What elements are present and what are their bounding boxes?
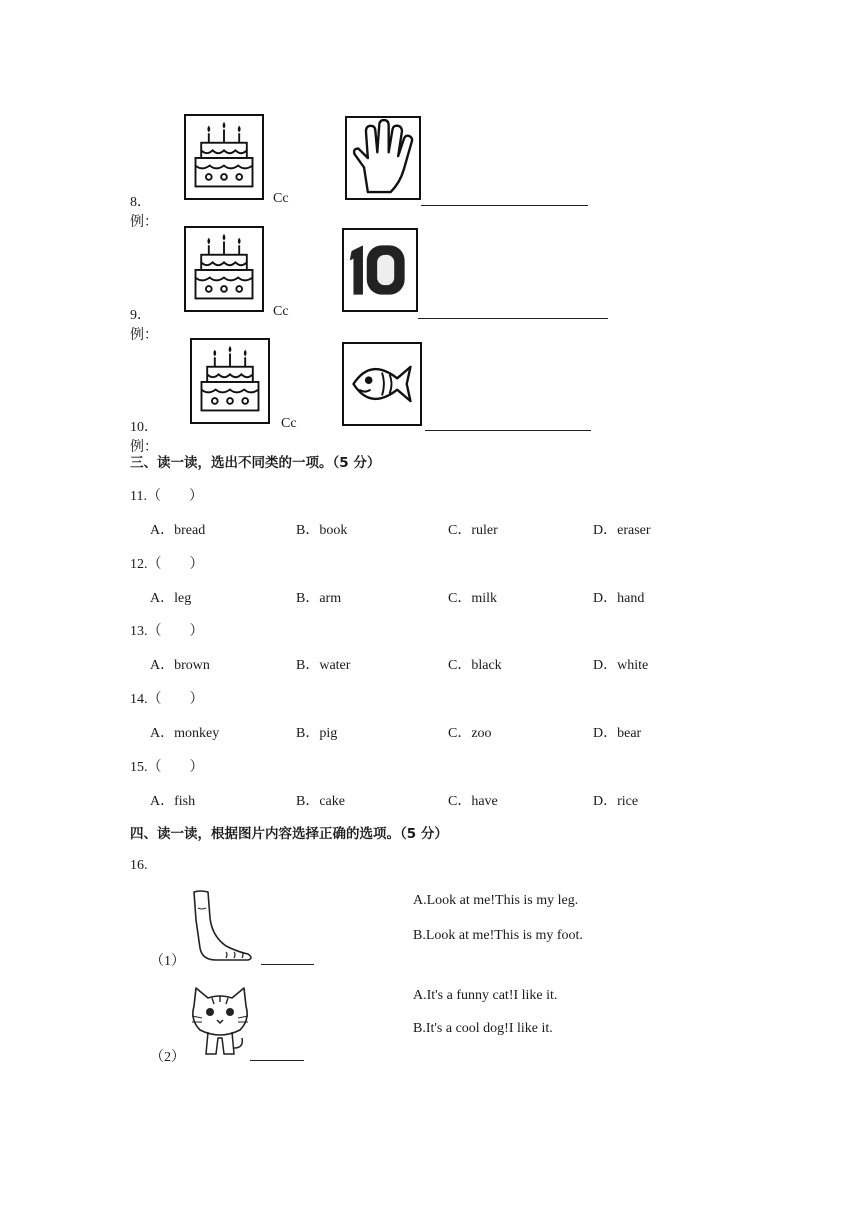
answer-blank[interactable] [421,205,588,206]
section-4-title: 四、读一读，根据图片内容选择正确的选项。（5 分） [130,826,448,842]
question-number: 10．例： [130,420,158,455]
option-b[interactable]: B．water [296,658,351,673]
cake-icon [184,114,264,200]
option-d[interactable]: D．bear [593,726,642,741]
item-label: （1） [150,954,185,969]
option-b[interactable]: B．arm [296,591,342,606]
item-label: （2） [150,1050,185,1065]
question-number: 12.（ ） [130,557,204,572]
choice-b[interactable]: B.It's a cool dog!I like it. [413,1021,553,1036]
option-b[interactable]: B．pig [296,726,338,741]
option-d[interactable]: D．rice [593,794,639,809]
question-number: 11.（ ） [130,489,203,504]
option-a[interactable]: A．leg [150,591,192,606]
example-letter: Cc [273,191,289,206]
option-c[interactable]: C．ruler [448,523,498,538]
example-letter: Cc [273,304,289,319]
option-b[interactable]: B．book [296,523,348,538]
hand-icon [345,116,421,200]
option-c[interactable]: C．milk [448,591,498,606]
question-number: 8．例： [130,195,158,230]
option-c[interactable]: C．zoo [448,726,492,741]
option-d[interactable]: D．white [593,658,649,673]
choice-a[interactable]: A.It's a funny cat!I like it. [413,988,558,1003]
option-a[interactable]: A．bread [150,523,206,538]
option-a[interactable]: A．fish [150,794,196,809]
answer-blank[interactable] [425,430,591,431]
answer-blank[interactable] [250,1060,304,1061]
option-c[interactable]: C．have [448,794,498,809]
answer-blank[interactable] [418,318,608,319]
cat-icon [188,984,252,1058]
option-a[interactable]: A．monkey [150,726,220,741]
example-letter: Cc [281,416,297,431]
section-3-title: 三、读一读，选出不同类的一项。（5 分） [130,455,381,471]
choice-a[interactable]: A.Look at me!This is my leg. [413,893,579,908]
choice-b[interactable]: B.Look at me!This is my foot. [413,928,583,943]
cake-icon [184,226,264,312]
question-number: 16. [130,858,148,873]
answer-blank[interactable] [261,964,314,965]
question-number: 14.（ ） [130,692,204,707]
fish-icon [342,342,422,426]
question-number: 13.（ ） [130,624,204,639]
cake-icon [190,338,270,424]
option-d[interactable]: D．eraser [593,523,651,538]
number-ten-icon [342,228,418,312]
option-d[interactable]: D．hand [593,591,645,606]
foot-icon [186,888,256,964]
option-c[interactable]: C．black [448,658,502,673]
question-number: 15.（ ） [130,760,204,775]
option-b[interactable]: B．cake [296,794,345,809]
question-number: 9．例： [130,308,158,343]
option-a[interactable]: A．brown [150,658,210,673]
